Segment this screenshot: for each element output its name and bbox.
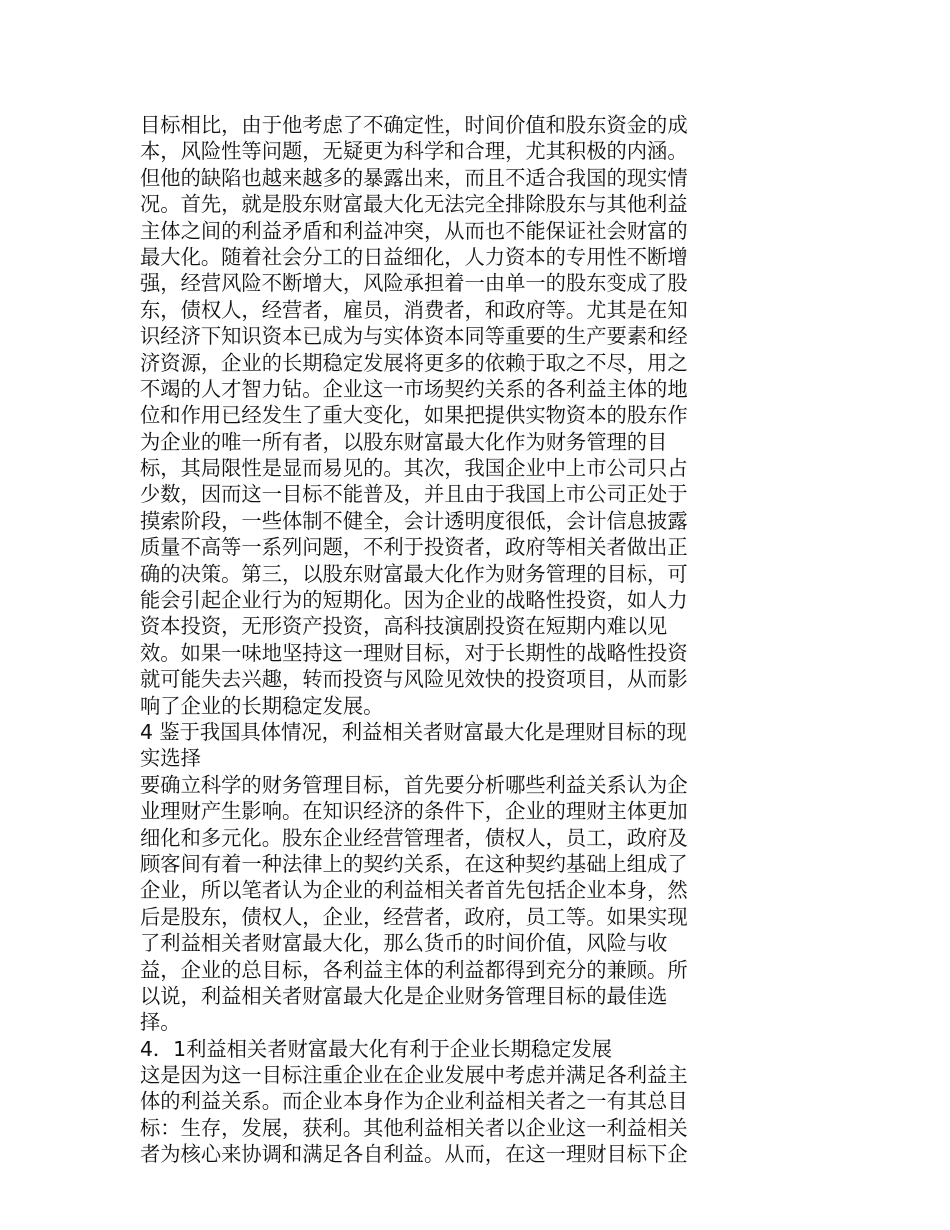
text-line: 目标相比，由于他考虑了不确定性，时间价值和股东资金的成: [140, 113, 688, 137]
subsection-heading: 4．1利益相关者财富最大化有利于企业长期稳定发展: [140, 1036, 612, 1061]
text-line: 标：生存，发展，获利。其他利益相关者以企业这一利益相关: [140, 1115, 688, 1140]
section-heading: 实选择: [140, 746, 201, 771]
text-line: 位和作用已经发生了重大变化，如果把提供实物资本的股东作: [140, 403, 688, 428]
text-line: 益，企业的总目标，各利益主体的利益都得到充分的兼顾。所: [140, 957, 688, 982]
text-line: 况。首先，就是股东财富最大化无法完全排除股东与其他利益: [140, 192, 688, 217]
text-line: 但他的缺陷也越来越多的暴露出来，而且不适合我国的现实情: [140, 165, 688, 190]
text-line: 摸索阶段，一些体制不健全，会计透明度很低，会计信息披露: [140, 508, 688, 533]
text-line: 东，债权人，经营者，雇员，消费者，和政府等。尤其是在知: [140, 297, 688, 322]
text-line: 识经济下知识资本已成为与实体资本同等重要的生产要素和经: [140, 324, 688, 349]
text-line: 细化和多元化。股东企业经营管理者，债权人，员工，政府及: [140, 825, 688, 850]
text-line: 济资源，企业的长期稳定发展将更多的依赖于取之不尽，用之: [140, 350, 688, 375]
text-line: 不竭的人才智力钻。企业这一市场契约关系的各利益主体的地: [140, 376, 688, 401]
text-line: 者为核心来协调和满足各自利益。从而，在这一理财目标下企: [140, 1142, 688, 1167]
text-line: 这是因为这一目标注重企业在企业发展中考虑并满足各利益主: [140, 1063, 688, 1088]
text-line: 确的决策。第三，以股东财富最大化作为财务管理的目标，可: [140, 561, 688, 586]
text-line: 体的利益关系。而企业本身作为企业利益相关者之一有其总目: [140, 1089, 688, 1114]
text-line: 为企业的唯一所有者，以股东财富最大化作为财务管理的目: [140, 429, 668, 454]
text-line: 少数，因而这一目标不能普及，并且由于我国上市公司正处于: [140, 482, 688, 507]
text-line: 资本投资，无形资产投资，高科技演剧投资在短期内难以见: [140, 614, 668, 639]
text-line: 就可能失去兴趣，转而投资与风险见效快的投资项目，从而影: [140, 667, 688, 692]
text-line: 顾客间有着一种法律上的契约关系，在这种契约基础上组成了: [140, 851, 688, 876]
text-line: 能会引起企业行为的短期化。因为企业的战略性投资，如人力: [140, 588, 688, 613]
text-line: 质量不高等一系列问题，不利于投资者，政府等相关者做出正: [140, 535, 688, 560]
section-heading: 4 鉴于我国具体情况，利益相关者财富最大化是理财目标的现: [140, 719, 687, 744]
text-line: 要确立科学的财务管理目标，首先要分析哪些利益关系认为企: [140, 772, 688, 797]
text-line: 后是股东，债权人，企业，经营者，政府，员工等。如果实现: [140, 904, 688, 929]
text-line: 标，其局限性是显而易见的。其次，我国企业中上市公司只占: [140, 456, 688, 481]
text-line: 本，风险性等问题，无疑更为科学和合理，尤其积极的内涵。: [140, 139, 688, 164]
text-line: 业理财产生影响。在知识经济的条件下，企业的理财主体更加: [140, 799, 688, 824]
text-line: 主体之间的利益矛盾和利益冲突，从而也不能保证社会财富的: [140, 218, 688, 243]
text-line: 响了企业的长期稳定发展。: [140, 693, 384, 718]
text-line: 企业，所以笔者认为企业的利益相关者首先包括企业本身，然: [140, 878, 688, 903]
text-line: 择。: [140, 1010, 181, 1035]
text-line: 了利益相关者财富最大化，那么货币的时间价值，风险与收: [140, 931, 668, 956]
body-text: [140, 112, 740, 1168]
text-line: 效。如果一味地坚持这一理财目标，对于长期性的战略性投资: [140, 640, 688, 665]
text-line: 强，经营风险不断增大，风险承担着一由单一的股东变成了股: [140, 271, 688, 296]
text-line: 最大化。随着社会分工的日益细化，人力资本的专用性不断增: [140, 244, 688, 269]
text-line: 以说，利益相关者财富最大化是企业财务管理目标的最佳选: [140, 983, 668, 1008]
